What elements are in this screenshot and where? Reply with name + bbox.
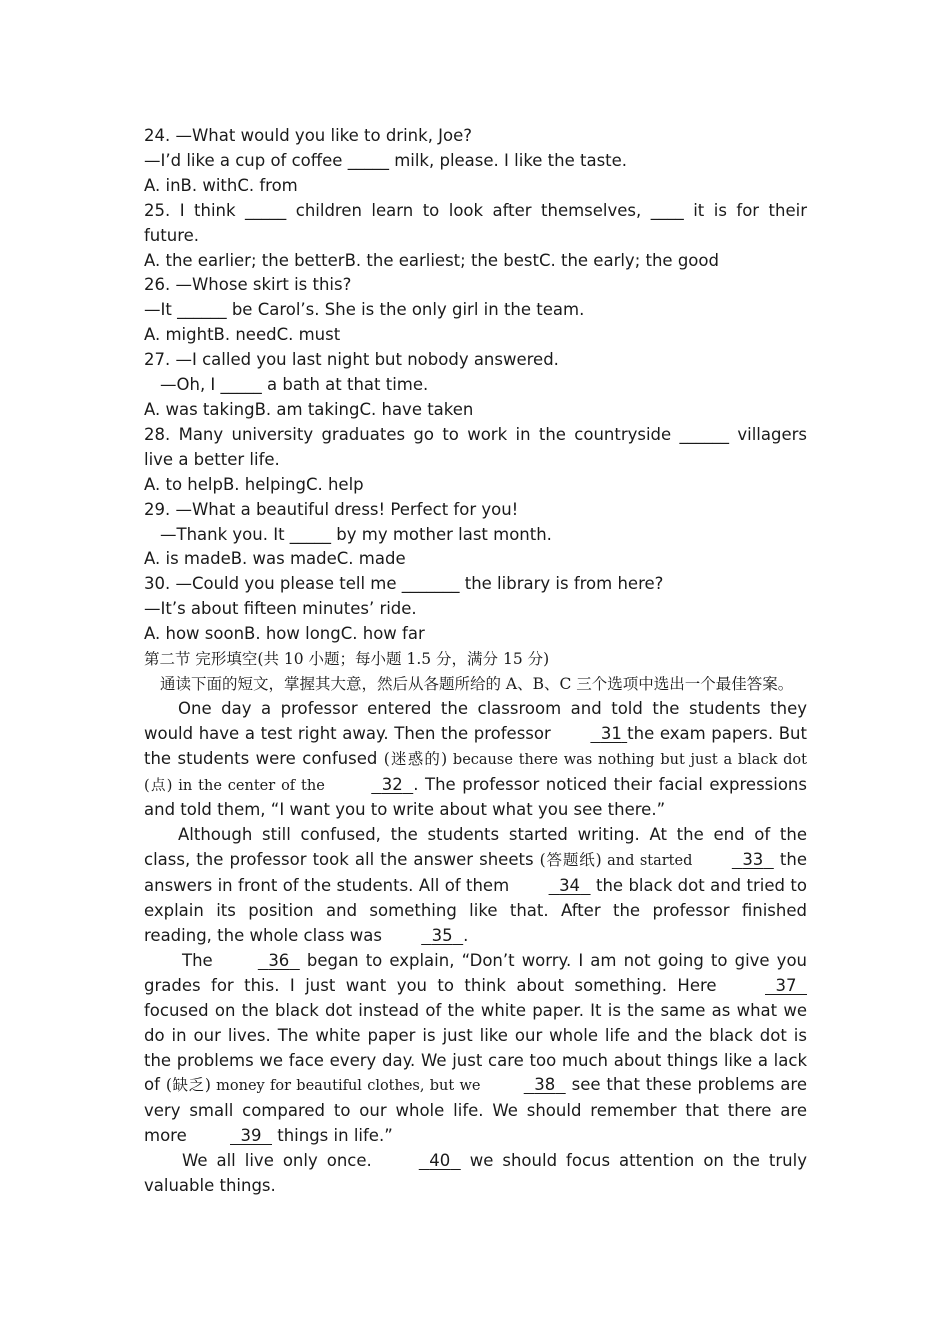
passage-paragraph-4 [144,1149,807,1199]
passage-text: The [182,950,220,970]
question-stem: 28. Many university graduates go to work in the countryside ______ villagers live a better life. [144,424,807,469]
blank-31[interactable]: 31 [600,723,622,743]
blank-38[interactable]: 38 [534,1075,556,1095]
passage-text: One day a professor entered the classroom and told the students they would have a test right away. Then the professor [144,698,807,743]
blank-39[interactable]: 39 [240,1126,262,1146]
chinese-gloss: (迷惑的) [383,749,448,768]
question-options: A. was takingB. am takingC. have taken [144,399,474,419]
question-stem: —It ______ be Carol’s. She is the only girl in the team. [144,300,585,320]
question-stem: —I’d like a cup of coffee _____ milk, please. I like the taste. [144,150,628,170]
passage-text: things in life.” [272,1126,393,1146]
question-25 [144,199,807,274]
question-stem: 25. I think _____ children learn to look after themselves, ____ it is for their future. [144,200,807,245]
question-stem: —Thank you. It _____ by my mother last month. [160,524,552,544]
question-options: A. is madeB. was madeC. made [144,549,406,569]
question-26 [144,273,807,348]
question-24 [144,124,807,199]
section-title: 第二节 完形填空(共 10 小题；每小题 1.5 分，满分 15 分) [144,650,550,669]
blank-36[interactable]: 36 [268,950,290,970]
question-29 [144,498,807,573]
chinese-gloss: (缺乏) [165,1076,211,1095]
passage-text: . The professor noticed their facial expressions and told them, “I want you to write about what you see there.” [144,774,807,820]
passage-text: the answers in front of the students. All of them [144,850,807,896]
passage-text: and started [601,853,698,870]
passage-paragraph-2 [144,823,807,949]
blank-34[interactable]: 34 [559,876,581,896]
passage-text: the exam papers. But the students were confused [144,723,807,768]
question-options: A. to helpB. helpingC. help [144,474,364,494]
question-stem: 24. —What would you like to drink, Joe? [144,126,473,145]
exam-page [144,124,807,1199]
question-options: A. the earlier; the betterB. the earliest; the bestC. the early; the good [144,250,719,270]
blank-33[interactable]: 33 [742,850,764,870]
blank-35[interactable]: 35 [431,926,453,945]
passage-text: . [463,926,469,945]
section-instruction: 通读下面的短文，掌握其大意，然后从各题所给的 A、B、C 三个选项中选出一个最佳答案。 [160,674,794,693]
question-options: A. inB. withC. from [144,175,298,195]
blank-32[interactable]: 32 [381,774,403,794]
passage-text: the black dot and tried to explain its position and something like that. After the professor finished reading, the whole class was [144,876,807,945]
question-stem: 30. —Could you please tell me _______ the library is from here? [144,574,664,594]
passage-text: Although still confused, the students started writing. At the end of the class, the professor took all the answer sheets [144,825,807,870]
question-stem: —It’s about fifteen minutes’ ride. [144,599,417,619]
question-options: A. how soonB. how longC. how far [144,624,425,644]
passage-text: we should focus attention on the truly valuable things. [144,1151,807,1196]
passage-paragraph-1 [144,697,807,824]
blank-37[interactable]: 37 [775,975,797,995]
question-28 [144,423,807,498]
question-options: A. mightB. needC. must [144,325,341,345]
passage-text: because there was nothing but just a black dot (点) in the center of the [144,751,807,794]
blank-40[interactable]: 40 [429,1151,451,1171]
chinese-gloss: (答题纸) [539,851,602,870]
passage-text: money for beautiful clothes, but we [210,1078,486,1095]
passage-text: focused on the black dot instead of the white paper. It is the same as what we do in our lives. The white paper is just like our whole life and the black dot is the problems we face every day. We just care too much about things like a lack of [144,1000,807,1095]
question-stem: 26. —Whose skirt is this? [144,275,352,295]
question-27 [144,348,807,423]
question-30 [144,572,807,647]
passage-paragraph-3 [144,949,807,1149]
passage-text: We all live only once. [182,1151,381,1171]
passage-text: see that these problems are very small compared to our whole life. We should remember that there are more [144,1075,807,1146]
question-stem: 29. —What a beautiful dress! Perfect for you! [144,499,519,519]
passage-text: began to explain, “Don’t worry. I am not going to give you grades for this. I just want you to think about something. Here [144,950,807,995]
question-stem: 27. —I called you last night but nobody answered. [144,350,559,370]
question-stem: —Oh, I _____ a bath at that time. [160,375,429,395]
